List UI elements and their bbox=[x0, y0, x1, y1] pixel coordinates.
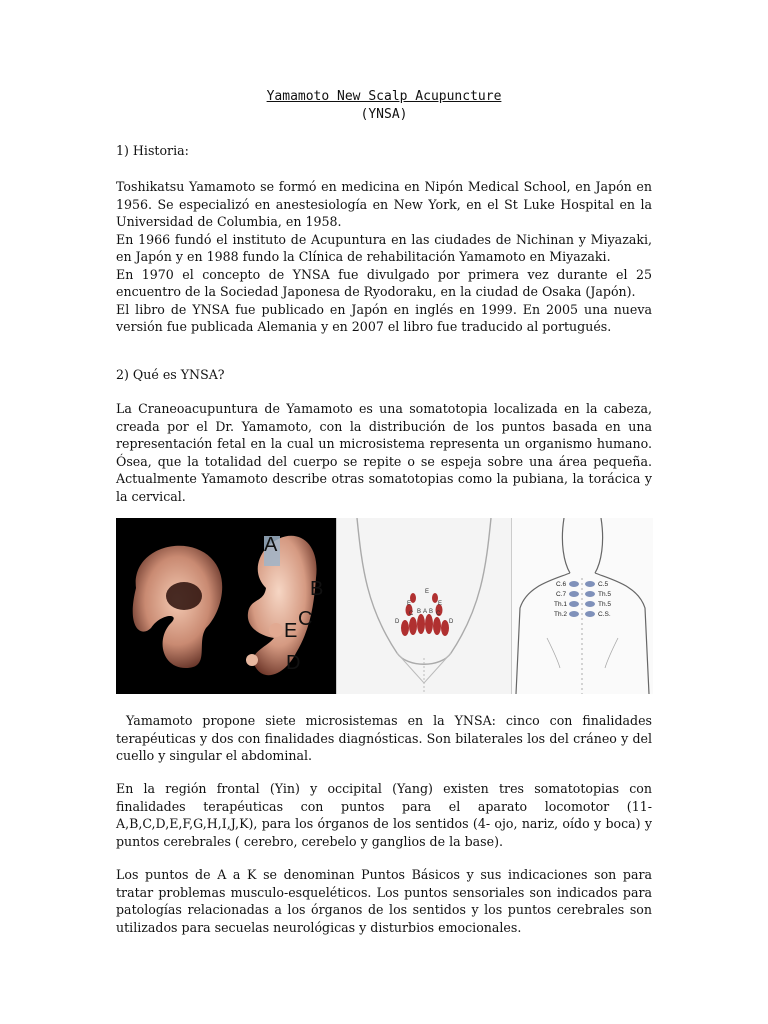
neck-label-th1: Th.1 bbox=[554, 601, 568, 608]
pubic-label-e-right: E bbox=[438, 601, 443, 607]
title-line-2: (YNSA) bbox=[360, 107, 408, 122]
neck-label-th5-b: Th.5 bbox=[598, 601, 612, 608]
pubic-label-a: A bbox=[423, 609, 428, 615]
regiones-paragraph bbox=[116, 780, 652, 850]
pubic-label-d-right: D bbox=[449, 619, 454, 625]
pubic-label-d-left: D bbox=[395, 619, 400, 625]
embryo-label-a: A bbox=[264, 534, 278, 556]
historia-paragraph-1: Toshikatsu Yamamoto se formó en medicina en Nipón Medical School, en Japón en 1956. Se especializó en anestesiología en New York, en el St Luke Hospital en la Universidad de Columbia, en 1958. bbox=[116, 179, 652, 229]
pubic-somatotopy-panel bbox=[336, 518, 511, 694]
pubic-label-e-left: E bbox=[407, 601, 412, 607]
neck-label-c7: C.7 bbox=[556, 591, 567, 598]
pubic-label-e-top: E bbox=[425, 589, 430, 595]
pubic-label-b-right: B bbox=[429, 609, 434, 615]
somatotopy-figure bbox=[116, 518, 652, 694]
embryo-photo-panel bbox=[116, 518, 336, 694]
heading-que-es-ynsa: 2) Qué es YNSA? bbox=[116, 367, 225, 382]
embryo-label-d: D bbox=[286, 652, 301, 674]
body-paragraph-1: Yamamoto propone siete microsistemas en la YNSA: cinco con finalidades terapéuticas y dos con finalidades diagnósticas. Son bilaterales los del cráneo y del cuello y singular el abdominal. bbox=[116, 713, 657, 763]
section-1-heading bbox=[116, 142, 652, 160]
section-2-body bbox=[116, 400, 652, 505]
title-line-1: Yamamoto New Scalp Acupuncture bbox=[266, 89, 502, 104]
body-paragraph-3: Los puntos de A a K se denominan Puntos Básicos y sus indicaciones son para tratar problemas musculo-esqueléticos. Los puntos sensoriales son indicados para patologías relacionadas a los órganos de los sentidos y los puntos cerebrales son utilizados para secuelas neurológicas y disturbios emocionales. bbox=[116, 867, 652, 935]
pubic-label-c-right: C bbox=[436, 611, 441, 617]
neck-somatotopy-panel bbox=[511, 518, 653, 694]
document-title bbox=[0, 88, 768, 124]
heading-historia: 1) Historia: bbox=[116, 143, 189, 158]
historia-paragraph-2: En 1966 fundó el instituto de Acupuntura en las ciudades de Nichinan y Miyazaki, en Japón y en 1988 fundo la Clínica de rehabilitación Yamamoto en Miyazaki. bbox=[116, 231, 652, 264]
neck-label-th5-a: Th.5 bbox=[598, 591, 612, 598]
neck-label-c6: C.6 bbox=[556, 581, 567, 588]
ynsa-paragraph: La Craneoacupuntura de Yamamoto es una somatotopia localizada en la cabeza, creada por el Dr. Yamamoto, con la distribución de los puntos basada en una representación fetal en la cual un microsistema representa un organismo humano. Ósea, que la totalidad del cuerpo se repite o se espeja sobre una área pequeña. Actualmente Yamamoto describe otras somatotopias como la pubiana, la torácica y la cervical. bbox=[116, 401, 652, 504]
pubic-label-c-left: C bbox=[409, 611, 414, 617]
pubic-label-b-left: B bbox=[417, 609, 422, 615]
section-2-heading bbox=[116, 366, 652, 384]
embryo-label-e: E bbox=[284, 620, 298, 642]
neck-diagram bbox=[512, 518, 653, 694]
embryo-illustration bbox=[116, 518, 336, 694]
neck-label-c5: C.5 bbox=[598, 581, 609, 588]
microsistemas-paragraph bbox=[116, 712, 657, 765]
embryo-label-b: B bbox=[310, 578, 324, 600]
historia-paragraph-4: El libro de YNSA fue publicado en Japón en inglés en 1999. En 2005 una nueva versión fue publicada Alemania y en 2007 el libro fue traducido al portugués. bbox=[116, 301, 652, 334]
neck-label-th2: Th.2 bbox=[554, 611, 568, 618]
body-paragraph-2: En la región frontal (Yin) y occipital (Yang) existen tres somatotopias con finalidades terapéuticas con puntos para el aparato locomotor (11-A,B,C,D,E,F,G,H,I,J,K), para los órganos de los sentidos (4- ojo, nariz, oído y boca) y puntos cerebrales ( cerebro, cerebelo y ganglios de la base). bbox=[116, 781, 652, 849]
section-1-body bbox=[116, 178, 652, 336]
neck-label-cs: C.S. bbox=[598, 611, 611, 618]
embryo-2-shape bbox=[248, 536, 317, 675]
embryo-label-c: C bbox=[298, 608, 313, 630]
pubic-diagram bbox=[337, 518, 511, 694]
puntos-basicos-paragraph bbox=[116, 866, 652, 936]
historia-paragraph-3: En 1970 el concepto de YNSA fue divulgado por primera vez durante el 25 encuentro de la Sociedad Japonesa de Ryodoraku, en la ciudad de Osaka (Japón). bbox=[116, 266, 652, 299]
